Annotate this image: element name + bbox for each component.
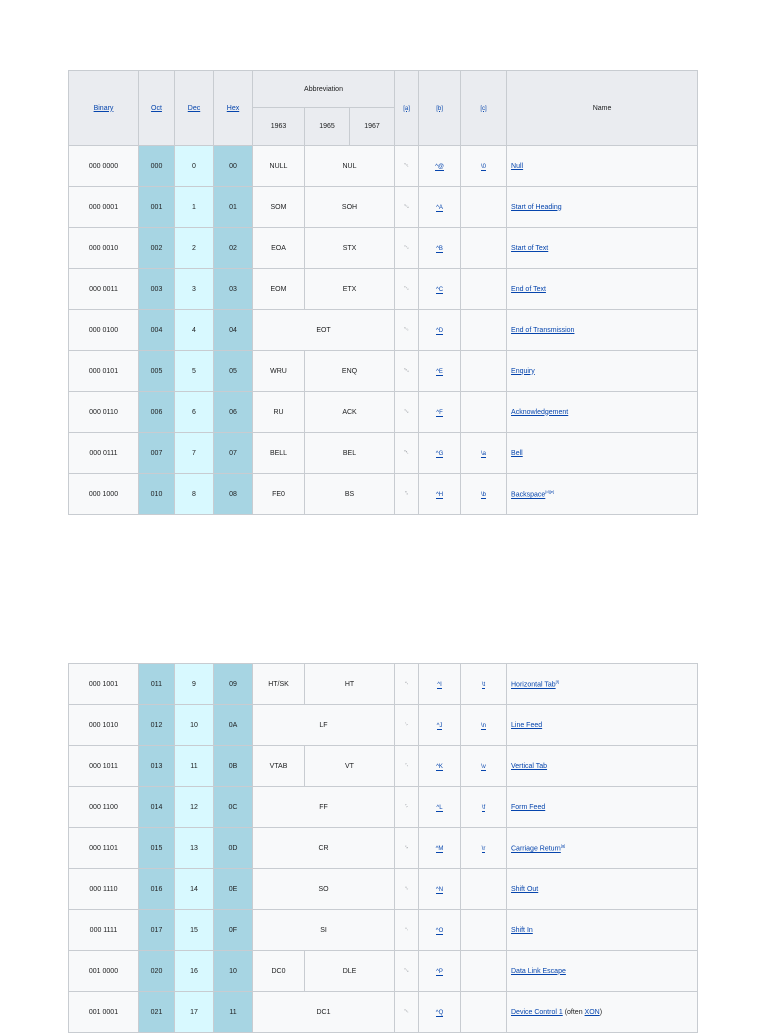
control-picture-symbol: ␈ [404,491,409,497]
table-row [69,474,698,515]
cell-abbr-1965: ENQ [305,351,395,392]
name-link[interactable]: Bell [511,449,523,457]
cell-oct: 014 [139,787,175,828]
cell-abbr-1963: WRU [253,351,305,392]
caret-notation-link[interactable]: ^F [436,409,443,416]
table-row [69,187,698,228]
name-link[interactable]: Device Control 1 [511,1008,563,1016]
cell-binary: 000 1101 [69,828,139,869]
cell-symbol [395,664,419,705]
cell-abbreviation: FF [253,787,395,828]
cell-hex: 01 [214,187,253,228]
cell-dec: 6 [175,392,214,433]
table-row [69,392,698,433]
cell-dec: 13 [175,828,214,869]
name-note-text: ) [599,1008,603,1016]
name-link[interactable]: End of Text [511,285,546,293]
cell-dec: 15 [175,910,214,951]
cell-oct: 001 [139,187,175,228]
cell-abbr-1965: BEL [305,433,395,474]
table-row [69,705,698,746]
escape-sequence-link[interactable]: \n [480,722,486,729]
cell-caret [419,992,461,1033]
cell-binary: 000 0001 [69,187,139,228]
cell-symbol [395,228,419,269]
cell-name [507,433,698,474]
cell-binary: 001 0001 [69,992,139,1033]
control-picture-symbol: ␐ [404,968,409,974]
cell-binary: 000 0110 [69,392,139,433]
cell-abbr-1963: RU [253,392,305,433]
cell-escape [461,664,507,705]
xon-link[interactable]: XON [584,1008,600,1016]
cell-binary: 000 1010 [69,705,139,746]
table-row [69,146,698,187]
cell-name [507,664,698,705]
name-link[interactable]: Acknowledgement [511,408,569,416]
cell-abbr-1963: SOM [253,187,305,228]
control-picture-symbol: ␀ [404,163,409,169]
footnote-ref[interactable]: [d][e] [545,489,555,495]
cell-hex: 04 [214,310,253,351]
caret-notation-link[interactable]: ^N [435,886,444,893]
cell-oct: 021 [139,992,175,1033]
escape-sequence-link[interactable]: \t [481,681,486,688]
cell-escape [461,951,507,992]
cell-oct: 012 [139,705,175,746]
cell-dec: 5 [175,351,214,392]
name-link[interactable]: Enquiry [511,367,535,375]
name-link[interactable]: Backspace [511,491,546,499]
cell-abbr-1965: BS [305,474,395,515]
name-link[interactable]: Line Feed [511,721,543,729]
cell-abbr-1963: NULL [253,146,305,187]
cell-oct: 011 [139,664,175,705]
name-link[interactable]: Start of Heading [511,203,562,211]
cell-dec: 11 [175,746,214,787]
cell-name [507,187,698,228]
cell-oct: 015 [139,828,175,869]
cell-abbr-1965: VT [305,746,395,787]
cell-symbol [395,787,419,828]
cell-oct: 006 [139,392,175,433]
cell-hex: 06 [214,392,253,433]
cell-dec: 7 [175,433,214,474]
cell-abbr-1963: EOM [253,269,305,310]
cell-escape [461,351,507,392]
cell-abbreviation: SI [253,910,395,951]
caret-notation-link[interactable]: ^L [436,804,443,811]
cell-binary: 000 1011 [69,746,139,787]
cell-escape [461,146,507,187]
caret-notation-link[interactable]: ^H [435,491,444,498]
escape-sequence-link[interactable]: \r [481,845,486,852]
cell-name [507,269,698,310]
cell-abbr-1965: ACK [305,392,395,433]
cell-name [507,787,698,828]
caret-notation-link[interactable]: ^K [436,763,443,770]
caret-notation-link[interactable]: ^I [437,681,442,688]
cell-abbr-1963: HT/SK [253,664,305,705]
cell-dec: 4 [175,310,214,351]
escape-sequence-link[interactable]: \f [481,804,486,811]
table-row [69,310,698,351]
name-link[interactable]: Vertical Tab [511,762,548,770]
table-row [69,951,698,992]
ascii-table-top [68,70,698,515]
cell-oct: 016 [139,869,175,910]
caret-notation-link[interactable]: ^A [436,204,443,211]
header-1965: 1965 [305,108,350,146]
control-picture-symbol: ␉ [404,681,409,687]
control-picture-symbol: ␍ [404,845,409,851]
caret-notation-link[interactable]: ^O [435,927,444,934]
cell-hex: 02 [214,228,253,269]
header-hex-link[interactable]: Hex [226,104,240,112]
escape-sequence-link[interactable]: \v [481,763,486,770]
cell-dec: 10 [175,705,214,746]
ref-a-link[interactable]: [a] [403,105,410,112]
header-binary-link[interactable]: Binary [93,104,114,112]
cell-abbr-1965: NUL [305,146,395,187]
cell-escape [461,746,507,787]
cell-abbr-1965: ETX [305,269,395,310]
cell-binary: 000 1111 [69,910,139,951]
cell-dec: 14 [175,869,214,910]
cell-hex: 05 [214,351,253,392]
cell-hex: 0E [214,869,253,910]
cell-abbr-1963: BELL [253,433,305,474]
cell-hex: 07 [214,433,253,474]
caret-notation-link[interactable]: ^D [435,327,444,334]
name-link[interactable]: Carriage Return [511,845,561,853]
cell-dec: 17 [175,992,214,1033]
cell-dec: 3 [175,269,214,310]
cell-hex: 10 [214,951,253,992]
cell-caret [419,910,461,951]
cell-escape [461,187,507,228]
cell-escape [461,474,507,515]
escape-sequence-link[interactable]: \a [481,450,487,457]
cell-hex: 03 [214,269,253,310]
control-picture-symbol: ␁ [404,204,409,210]
cell-name [507,746,698,787]
footnote-ref[interactable]: [g] [560,843,566,849]
table-row [69,269,698,310]
escape-sequence-link[interactable]: \0 [481,163,487,170]
cell-name [507,392,698,433]
cell-dec: 9 [175,664,214,705]
cell-caret [419,433,461,474]
name-link[interactable]: Form Feed [511,803,546,811]
cell-escape [461,310,507,351]
cell-symbol [395,187,419,228]
cell-escape [461,269,507,310]
header-name: Name [507,71,698,146]
cell-caret [419,787,461,828]
cell-hex: 00 [214,146,253,187]
cell-symbol [395,474,419,515]
cell-escape [461,910,507,951]
cell-binary: 000 0101 [69,351,139,392]
cell-hex: 11 [214,992,253,1033]
caret-notation-link[interactable]: ^B [436,245,443,252]
caret-notation-link[interactable]: ^P [436,968,443,975]
cell-symbol [395,433,419,474]
control-picture-symbol: ␇ [404,450,409,456]
ascii-table-bottom [68,663,698,1033]
cell-oct: 020 [139,951,175,992]
cell-abbreviation: SO [253,869,395,910]
cell-caret [419,187,461,228]
header-oct-link[interactable]: Oct [151,104,162,112]
cell-name [507,474,698,515]
ref-c-link[interactable]: [c] [480,105,487,112]
cell-abbr-1963: DC0 [253,951,305,992]
ref-b-link[interactable]: [b] [436,105,443,112]
header-binary[interactable] [69,71,139,146]
cell-dec: 16 [175,951,214,992]
cell-caret [419,392,461,433]
cell-hex: 09 [214,664,253,705]
cell-symbol [395,269,419,310]
cell-caret [419,310,461,351]
cell-abbr-1963: EOA [253,228,305,269]
cell-hex: 0D [214,828,253,869]
cell-name [507,351,698,392]
header-1967: 1967 [350,108,395,146]
footnote-ref[interactable]: [f] [555,679,559,685]
control-picture-symbol: ␃ [404,286,409,292]
cell-caret [419,146,461,187]
cell-binary: 000 1000 [69,474,139,515]
cell-abbr-1965: HT [305,664,395,705]
caret-notation-link[interactable]: ^M [435,845,444,852]
cell-name [507,146,698,187]
cell-abbr-1963: FE0 [253,474,305,515]
name-note-text: (often [562,1008,585,1016]
cell-name [507,828,698,869]
cell-escape [461,228,507,269]
cell-oct: 000 [139,146,175,187]
header-ref-b[interactable] [419,71,461,146]
cell-caret [419,869,461,910]
table-body-top [69,146,698,515]
cell-hex: 08 [214,474,253,515]
cell-oct: 003 [139,269,175,310]
name-link[interactable]: Horizontal Tab [511,681,556,689]
control-picture-symbol: ␅ [404,368,409,374]
cell-binary: 000 0011 [69,269,139,310]
cell-escape [461,392,507,433]
cell-abbreviation: CR [253,828,395,869]
header-oct[interactable] [139,71,175,146]
cell-oct: 005 [139,351,175,392]
cell-name [507,228,698,269]
cell-hex: 0B [214,746,253,787]
cell-binary: 000 1100 [69,787,139,828]
name-link[interactable]: Shift Out [511,885,539,893]
header-dec-link[interactable]: Dec [187,104,201,112]
header-ref-c[interactable] [461,71,507,146]
cell-oct: 010 [139,474,175,515]
control-picture-symbol: ␄ [404,327,409,333]
cell-name [507,310,698,351]
header-dec[interactable] [175,71,214,146]
header-hex[interactable] [214,71,253,146]
cell-name [507,951,698,992]
cell-caret [419,828,461,869]
cell-escape [461,433,507,474]
table-row [69,664,698,705]
cell-binary: 000 0010 [69,228,139,269]
control-picture-symbol: ␋ [404,763,409,769]
cell-symbol [395,146,419,187]
cell-binary: 000 0100 [69,310,139,351]
cell-name [507,869,698,910]
cell-abbr-1965: SOH [305,187,395,228]
control-picture-symbol: ␂ [404,245,409,251]
cell-symbol [395,310,419,351]
cell-escape [461,869,507,910]
cell-escape [461,992,507,1033]
cell-symbol [395,828,419,869]
cell-caret [419,746,461,787]
caret-notation-link[interactable]: ^G [435,450,444,457]
cell-caret [419,269,461,310]
control-picture-symbol: ␌ [404,804,409,810]
cell-binary: 001 0000 [69,951,139,992]
header-1963: 1963 [253,108,305,146]
table-header [69,71,698,146]
table-row [69,746,698,787]
cell-dec: 12 [175,787,214,828]
cell-escape [461,828,507,869]
cell-binary: 000 0111 [69,433,139,474]
control-picture-symbol: ␆ [404,409,409,415]
name-link[interactable]: Start of Text [511,244,549,252]
cell-hex: 0A [214,705,253,746]
table-row [69,433,698,474]
cell-escape [461,705,507,746]
control-picture-symbol: ␑ [404,1009,409,1015]
table-row [69,787,698,828]
cell-caret [419,664,461,705]
name-link[interactable]: End of Transmission [511,326,575,334]
cell-name [507,705,698,746]
name-link[interactable]: Data Link Escape [511,967,566,975]
name-link[interactable]: Null [511,162,524,170]
cell-oct: 002 [139,228,175,269]
cell-abbr-1965: STX [305,228,395,269]
cell-symbol [395,869,419,910]
name-link[interactable]: Shift In [511,926,533,934]
cell-abbreviation: EOT [253,310,395,351]
cell-caret [419,351,461,392]
cell-symbol [395,910,419,951]
header-abbreviation: Abbreviation [253,71,395,108]
cell-symbol [395,746,419,787]
escape-sequence-link[interactable]: \b [481,491,487,498]
caret-notation-link[interactable]: ^Q [435,1009,444,1016]
table-row [69,869,698,910]
cell-oct: 013 [139,746,175,787]
table-row [69,828,698,869]
cell-binary: 000 1110 [69,869,139,910]
cell-hex: 0F [214,910,253,951]
cell-symbol [395,992,419,1033]
cell-binary: 000 1001 [69,664,139,705]
cell-abbr-1965: DLE [305,951,395,992]
cell-abbreviation: DC1 [253,992,395,1033]
control-picture-symbol: ␊ [404,722,409,728]
caret-notation-link[interactable]: ^J [436,722,443,729]
table-row [69,228,698,269]
cell-name [507,992,698,1033]
cell-name [507,910,698,951]
cell-abbreviation: LF [253,705,395,746]
cell-caret [419,228,461,269]
cell-oct: 007 [139,433,175,474]
table-row [69,910,698,951]
cell-caret [419,951,461,992]
cell-symbol [395,392,419,433]
cell-caret [419,705,461,746]
cell-caret [419,474,461,515]
cell-dec: 2 [175,228,214,269]
header-ref-a[interactable] [395,71,419,146]
cell-symbol [395,705,419,746]
cell-binary: 000 0000 [69,146,139,187]
caret-notation-link[interactable]: ^@ [435,163,444,170]
cell-escape [461,787,507,828]
table-row [69,351,698,392]
cell-symbol [395,351,419,392]
table-row [69,992,698,1033]
cell-symbol [395,951,419,992]
control-picture-symbol: ␎ [404,886,409,892]
caret-notation-link[interactable]: ^E [436,368,443,375]
control-picture-symbol: ␏ [404,927,409,933]
cell-oct: 017 [139,910,175,951]
cell-dec: 1 [175,187,214,228]
table-body-bottom [69,664,698,1033]
cell-oct: 004 [139,310,175,351]
cell-hex: 0C [214,787,253,828]
cell-dec: 0 [175,146,214,187]
caret-notation-link[interactable]: ^C [435,286,444,293]
cell-dec: 8 [175,474,214,515]
cell-abbr-1963: VTAB [253,746,305,787]
